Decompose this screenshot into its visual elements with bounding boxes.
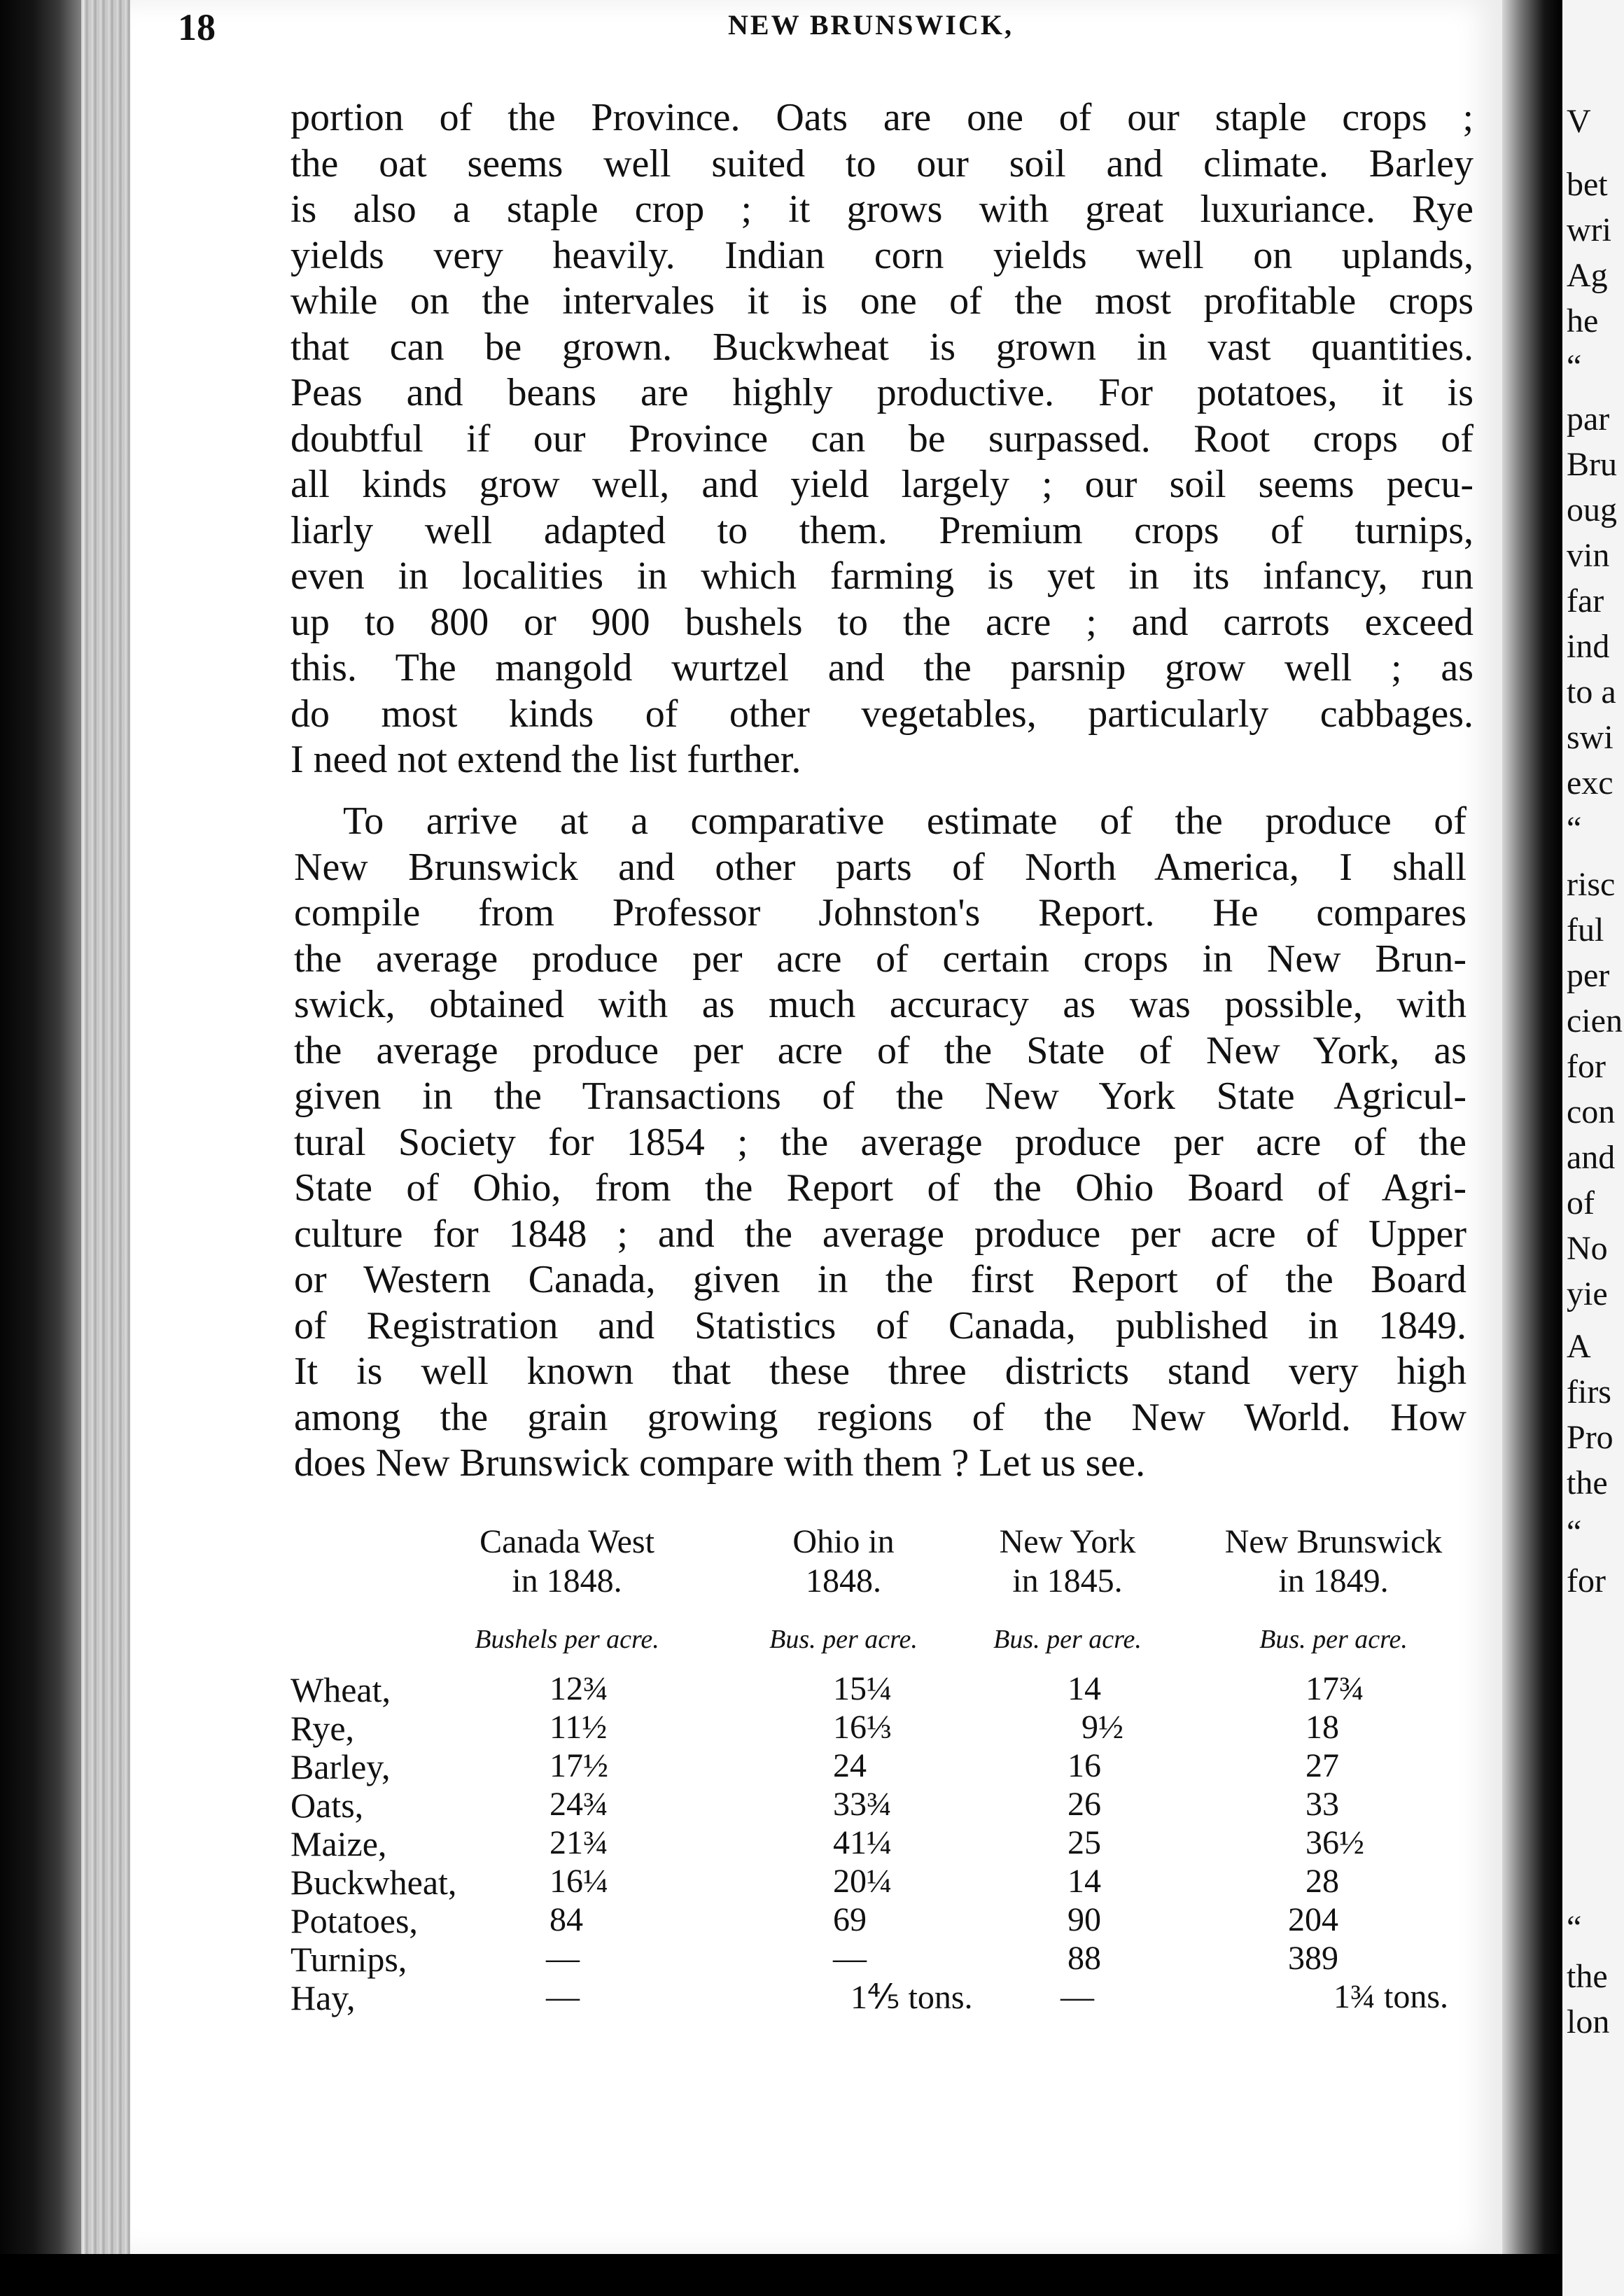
facing-page-text-fragment: risc [1567,866,1616,903]
text-line: is also a staple crop ; it grows with great luxuriance. Rye [290,188,1474,231]
text-line: that can be grown. Buckwheat is grown in vast quantities. [290,325,1474,369]
facing-page-text-fragment: Pro [1567,1419,1614,1456]
text-line: even in localities in which farming is yet in its infancy, run [290,554,1474,598]
table-cell: 33¾ [833,1786,892,1823]
table-cell: — [833,1940,867,1977]
facing-page-text-fragment: to a [1567,673,1616,710]
table-cell: 11½ [550,1709,608,1746]
text-line: the average produce per acre of certain crops in New Brun- [294,937,1466,981]
table-cell: 20¼ [833,1863,892,1900]
column-units: Bus. per acre. [993,1625,1142,1654]
facing-page-text-fragment: oug [1567,491,1617,528]
table-cell: 90 [1068,1901,1101,1938]
facing-page [1562,0,1624,2296]
text-line: the average produce per acre of the State of New York, as [294,1028,1466,1072]
column-header-new-york [962,1522,1172,1601]
text-line: liarly well adapted to them. Premium crops of turnips, [290,508,1474,552]
text-line: I need not extend the list further. [290,738,802,781]
facing-page-text-fragment: for [1567,1562,1606,1600]
text-line: while on the intervales it is one of the most profitable crops [290,279,1474,323]
column-header-line: in 1849. [1278,1562,1389,1600]
text-line: the oat seems well suited to our soil and climate. Barley [290,141,1474,186]
facing-page-text-fragment: vin [1567,537,1610,574]
table-cell: 84 [550,1901,583,1938]
table-cell: 36½ [1306,1824,1364,1861]
column-units: Bus. per acre. [1259,1625,1408,1654]
text-line: doubtful if our Province can be surpassed. Root crops of [290,416,1474,461]
text-line: Peas and beans are highly productive. For potatoes, it is [290,371,1474,414]
table-cell: 16⅓ [833,1709,892,1746]
paragraph-1 [290,95,1474,783]
column-header-ohio [738,1522,948,1601]
text-line: To arrive at a comparative estimate of the produce of [343,799,1466,843]
row-label-turnips: Turnips, [290,1940,407,1979]
table-cell: 33 [1306,1786,1339,1823]
facing-page-text-fragment: cien [1567,1002,1623,1040]
table-cell: 17¾ [1306,1670,1364,1707]
text-line: given in the Transactions of the New York State Agricul- [294,1074,1466,1118]
table-cell: 26 [1068,1786,1101,1823]
facing-page-text-fragment: “ [1567,1909,1582,1946]
facing-page-text-fragment: “ [1567,348,1582,385]
facing-page-text-fragment: “ [1567,810,1582,847]
running-head: NEW BRUNSWICK, [728,9,1014,41]
table-cell: 21¾ [550,1824,608,1861]
row-label-maize: Maize, [290,1824,387,1863]
text-line: up to 800 or 900 bushels to the acre ; and carrots exceed [290,600,1474,644]
table-cell: 18 [1306,1709,1339,1746]
text-line: of Registration and Statistics of Canada, published in 1849. [294,1303,1466,1348]
facing-page-text-fragment: far [1567,582,1604,620]
text-line: portion of the Province. Oats are one of our staple crops ; [290,96,1474,139]
facing-page-text-fragment: he [1567,302,1599,340]
table-cell: 88 [1068,1940,1101,1977]
column-header-line: Canada West [479,1523,654,1560]
table-cell: 16¼ [550,1863,608,1900]
text-line: culture for 1848 ; and the average produce per acre of Upper [294,1212,1466,1256]
table-cell: 28 [1306,1863,1339,1900]
table-cell: 1⅘ tons. [850,1979,973,2016]
facing-page-text-fragment: A [1567,1328,1591,1365]
row-label-barley: Barley, [290,1747,391,1786]
facing-page-text-fragment: and [1567,1139,1616,1176]
text-line: do most kinds of other vegetables, particularly cabbages. [290,692,1474,736]
table-cell: 14 [1068,1670,1101,1707]
facing-page-text-fragment: wri [1567,211,1611,248]
table-cell: 9½ [1082,1709,1124,1746]
text-line: yields very heavily. Indian corn yields well on uplands, [290,233,1474,277]
column-header-canada-west [451,1522,682,1601]
table-cell: — [1060,1978,1094,2015]
table-cell: — [546,1978,580,2015]
column-header-line: New Brunswick [1224,1523,1443,1560]
facing-page-text-fragment: lon [1567,2003,1610,2040]
facing-page-text-fragment: “ [1567,1513,1582,1550]
facing-page-text-fragment: firs [1567,1373,1611,1410]
facing-page-text-fragment: ind [1567,628,1610,665]
table-cell: 27 [1306,1747,1339,1784]
text-line: tural Society for 1854 ; the average produce per acre of the [294,1120,1466,1164]
facing-page-text-fragment: Ag [1567,257,1608,294]
text-line: New Brunswick and other parts of North America, I shall [294,845,1466,889]
text-line: State of Ohio, from the Report of the Ohio Board of Agri- [294,1166,1466,1210]
column-units: Bushels per acre. [475,1625,659,1654]
text-line: swick, obtained with as much accuracy as was possible, with [294,983,1466,1026]
row-label-buckwheat: Buckwheat, [290,1863,457,1902]
table-cell: 12¾ [550,1670,608,1707]
table-cell: 17½ [550,1747,608,1784]
facing-page-text-fragment: bet [1567,166,1608,203]
facing-page-text-fragment: par [1567,400,1610,438]
text-line: compile from Professor Johnston's Report. He compares [294,891,1466,934]
page-edges [81,0,130,2296]
facing-page-text-fragment: Bru [1567,446,1617,483]
text-line: this. The mangold wurtzel and the parsnip grow well ; as [290,646,1474,690]
table-cell: 69 [833,1901,867,1938]
scan-border [0,2254,1562,2296]
row-label-hay: Hay, [290,1978,356,2017]
table-cell: 24 [833,1747,867,1784]
facing-page-text-fragment: of [1567,1184,1595,1222]
facing-page-text-fragment: V [1567,103,1591,140]
column-header-line: Ohio in [792,1523,895,1560]
row-label-rye: Rye, [290,1709,355,1748]
facing-page-text-fragment: con [1567,1093,1616,1130]
text-line: It is well known that these three districts stand very high [294,1350,1466,1393]
book-binding [0,0,84,2296]
facing-page-text-fragment: yie [1567,1275,1608,1312]
text-line: among the grain growing regions of the New World. How [294,1395,1466,1439]
facing-page-text-fragment: swi [1567,719,1614,756]
facing-page-text-fragment: for [1567,1048,1606,1085]
facing-page-text-fragment: the [1567,1958,1608,1995]
table-cell: 389 [1288,1940,1338,1977]
table-cell: 25 [1068,1824,1101,1861]
table-cell: 24¾ [550,1786,608,1823]
column-units: Bus. per acre. [769,1625,918,1654]
paragraph-2 [294,799,1466,1487]
text-line: all kinds grow well, and yield largely ; our soil seems pecu- [290,463,1474,506]
book-gutter [1502,0,1562,2296]
table-cell: 41¼ [833,1824,892,1861]
facing-page-text-fragment: No [1567,1230,1608,1267]
row-label-wheat: Wheat, [290,1670,391,1709]
page-number: 18 [178,6,216,48]
text-line: does New Brunswick compare with them ? Let us see. [294,1441,1146,1485]
table-cell: 14 [1068,1863,1101,1900]
facing-page-text-fragment: the [1567,1464,1608,1502]
table-cell: 16 [1068,1747,1101,1784]
table-cell: 1¾ tons. [1334,1978,1449,2015]
row-label-potatoes: Potatoes, [290,1901,418,1940]
column-header-line: in 1845. [1012,1562,1123,1600]
text-line: or Western Canada, given in the first Report of the Board [294,1258,1466,1301]
column-header-line: in 1848. [512,1562,622,1600]
table-cell: 15¼ [833,1670,892,1707]
facing-page-text-fragment: per [1567,957,1610,994]
facing-page-text-fragment: exc [1567,764,1614,802]
column-header-line: 1848. [806,1562,881,1600]
table-cell: 204 [1288,1901,1338,1938]
row-label-oats: Oats, [290,1786,364,1825]
table-cell: — [546,1940,580,1977]
column-header-new-brunswick [1186,1522,1480,1601]
column-header-line: New York [999,1523,1136,1560]
facing-page-text-fragment: ful [1567,911,1604,948]
